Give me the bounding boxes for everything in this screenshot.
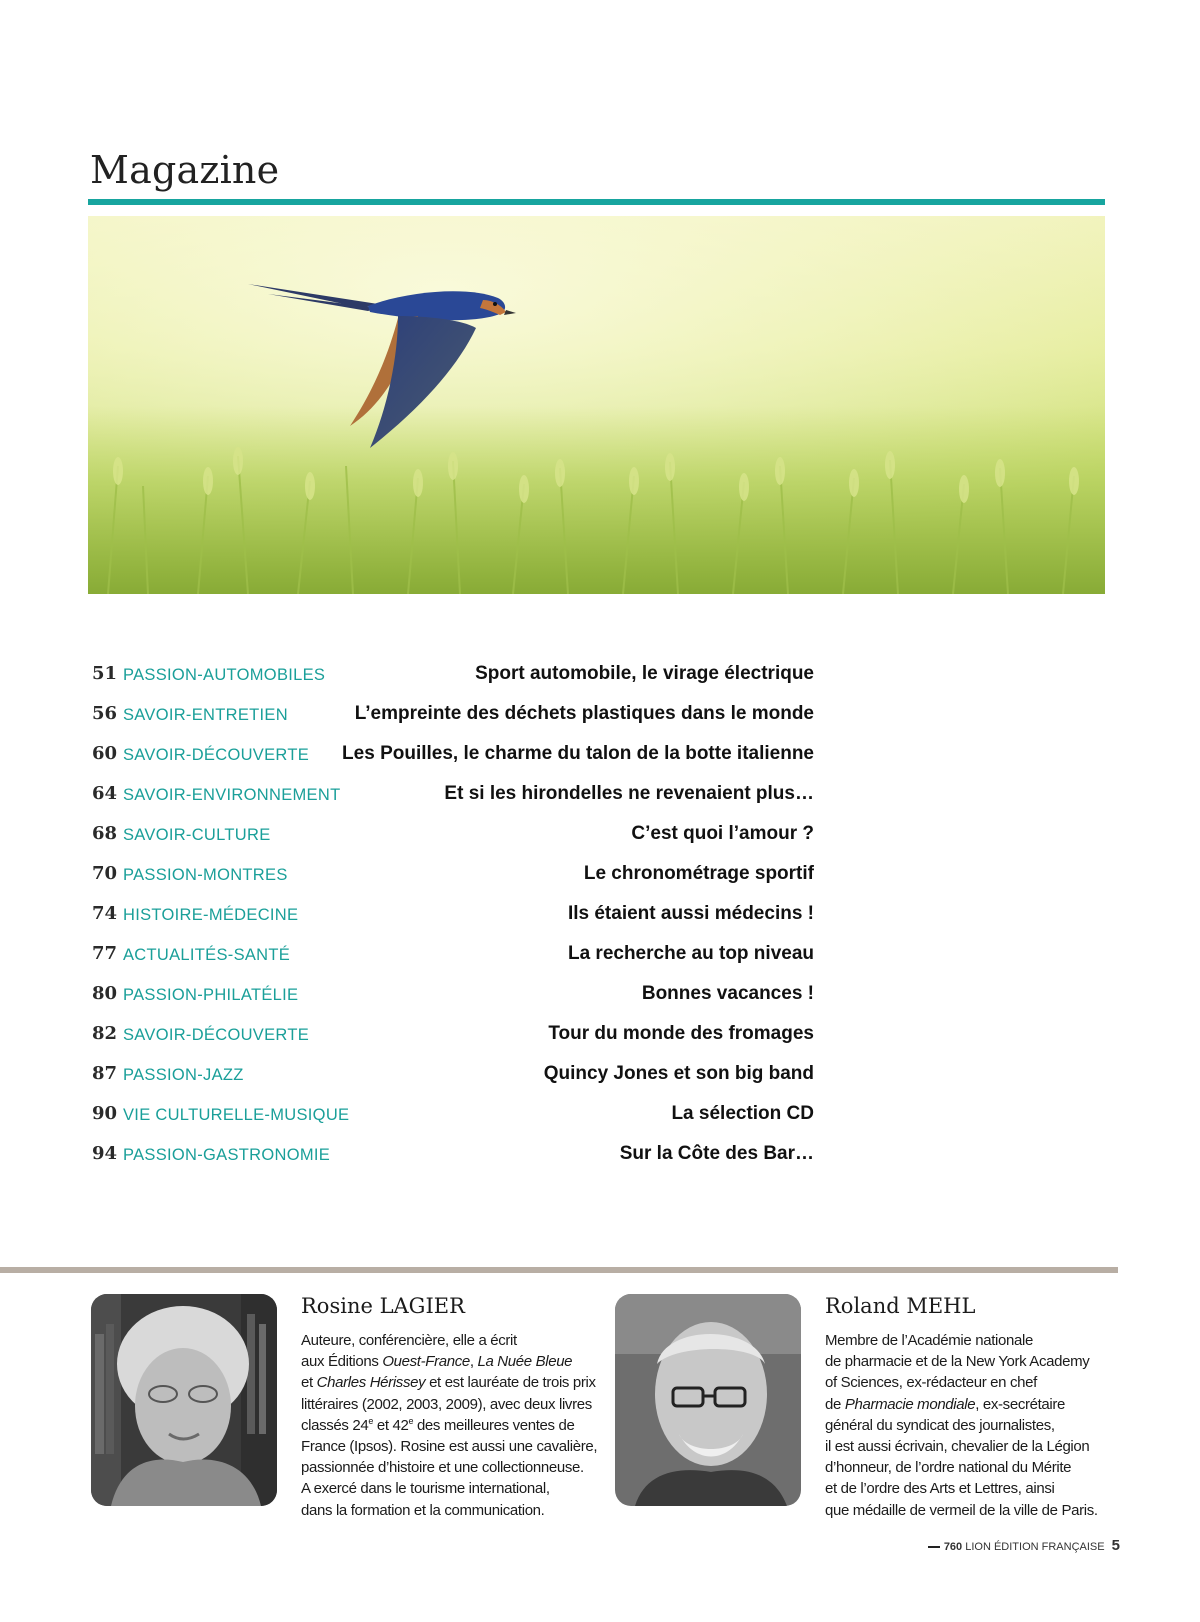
toc-item[interactable] xyxy=(92,862,814,902)
publication-name: LION ÉDITION FRANÇAISE xyxy=(965,1541,1105,1553)
bio-line: et de l’ordre des Arts et Lettres, ainsi xyxy=(825,1480,1055,1498)
toc-rubric: VIE CULTURELLE-MUSIQUE xyxy=(123,1106,350,1124)
contributor-card-roland-mehl xyxy=(615,1294,1135,1519)
toc-page-number: 90 xyxy=(92,1103,118,1124)
toc-item[interactable] xyxy=(92,662,814,702)
contributor-photo xyxy=(91,1294,277,1506)
toc-item[interactable] xyxy=(92,1102,814,1142)
contributor-bio xyxy=(825,1330,1125,1521)
bio-line: Membre de l’Académie nationale xyxy=(825,1332,1033,1349)
bio-line: et Charles Hérissey et est lauréate de trois prix xyxy=(301,1374,596,1392)
hero-image xyxy=(88,216,1105,594)
contributor-card-rosine-lagier xyxy=(91,1294,611,1519)
portrait-man-illustration xyxy=(615,1294,801,1506)
contributor-photo xyxy=(615,1294,801,1506)
contributors-rule xyxy=(0,1267,1118,1273)
toc-article-title: Quincy Jones et son big band xyxy=(543,1063,814,1084)
page-footer xyxy=(928,1537,1120,1554)
toc-article-title: Ils étaient aussi médecins ! xyxy=(567,903,814,924)
bio-line: A exercé dans le tourisme international, xyxy=(301,1480,550,1498)
bio-line: classés 24e et 42e des meilleures ventes de xyxy=(301,1415,575,1434)
toc-rubric: PASSION-AUTOMOBILES xyxy=(123,666,326,684)
toc-rubric: SAVOIR-DÉCOUVERTE xyxy=(123,746,310,764)
contributor-name: Roland MEHL xyxy=(825,1294,976,1318)
toc-article-title: Sport automobile, le virage électrique xyxy=(475,663,814,684)
title-rule xyxy=(88,199,1105,205)
page-number: 5 xyxy=(1111,1537,1120,1554)
toc-rubric: SAVOIR-CULTURE xyxy=(123,826,271,844)
bio-line: Auteure, conférencière, elle a écrit xyxy=(301,1332,517,1349)
toc-article-title: Le chronométrage sportif xyxy=(583,863,814,884)
footer-dash xyxy=(928,1546,940,1548)
toc-item[interactable] xyxy=(92,782,814,822)
contributor-bio xyxy=(301,1330,601,1521)
bio-line: passionnée d’histoire et une collectionneuse. xyxy=(301,1459,584,1477)
toc-rubric: SAVOIR-DÉCOUVERTE xyxy=(123,1026,310,1044)
toc-item[interactable] xyxy=(92,942,814,982)
toc-page-number: 74 xyxy=(92,903,118,924)
toc-rubric: HISTOIRE-MÉDECINE xyxy=(123,906,299,924)
toc-page-number: 56 xyxy=(92,703,118,724)
toc-article-title: Et si les hirondelles ne revenaient plus… xyxy=(444,783,814,804)
toc-rubric: PASSION-JAZZ xyxy=(123,1066,244,1084)
toc-page-number: 87 xyxy=(92,1063,118,1084)
toc-page-number: 70 xyxy=(92,863,118,884)
bio-line: que médaille de vermeil de la ville de Paris. xyxy=(825,1501,1098,1519)
bio-line: littéraires (2002, 2003, 2009), avec deux livres xyxy=(301,1395,592,1413)
toc-page-number: 94 xyxy=(92,1143,118,1164)
bio-line: France (Ipsos). Rosine est aussi une cavalière, xyxy=(301,1438,598,1456)
toc-article-title: La recherche au top niveau xyxy=(567,943,814,964)
toc-rubric: PASSION-PHILATÉLIE xyxy=(123,986,299,1004)
bio-line: aux Éditions Ouest-France, La Nuée Bleue xyxy=(301,1353,573,1371)
toc-rubric: ACTUALITÉS-SANTÉ xyxy=(123,946,291,964)
issue-number: 760 xyxy=(943,1541,963,1553)
toc-page-number: 82 xyxy=(92,1023,118,1044)
toc-item[interactable] xyxy=(92,902,814,942)
toc-page-number: 64 xyxy=(92,783,118,804)
toc-item[interactable] xyxy=(92,822,814,862)
toc-item[interactable] xyxy=(92,982,814,1022)
bio-line: général du syndicat des journalistes, xyxy=(825,1416,1055,1434)
toc-rubric: PASSION-GASTRONOMIE xyxy=(123,1146,331,1164)
toc-article-title: C’est quoi l’amour ? xyxy=(631,823,814,844)
toc-page-number: 60 xyxy=(92,743,118,764)
toc-rubric: PASSION-MONTRES xyxy=(123,866,288,884)
toc-item[interactable] xyxy=(92,742,814,782)
bio-line: d’honneur, de l’ordre national du Mérite xyxy=(825,1459,1072,1477)
table-of-contents xyxy=(92,662,814,1182)
bio-line: de pharmacie et de la New York Academy xyxy=(825,1353,1090,1371)
portrait-woman-illustration xyxy=(91,1294,277,1506)
toc-item[interactable] xyxy=(92,1022,814,1062)
swallow-over-wheat-illustration xyxy=(88,216,1105,594)
toc-item[interactable] xyxy=(92,702,814,742)
toc-article-title: L’empreinte des déchets plastiques dans le monde xyxy=(354,703,814,724)
toc-rubric: SAVOIR-ENVIRONNEMENT xyxy=(123,786,341,804)
section-title: Magazine xyxy=(90,148,280,192)
bio-line: of Sciences, ex-rédacteur en chef xyxy=(825,1374,1037,1392)
toc-page-number: 80 xyxy=(92,983,118,1004)
bio-line: dans la formation et la communication. xyxy=(301,1501,545,1519)
toc-page-number: 68 xyxy=(92,823,118,844)
bio-line: il est aussi écrivain, chevalier de la Légion xyxy=(825,1438,1090,1456)
toc-page-number: 51 xyxy=(92,663,118,684)
toc-rubric: SAVOIR-ENTRETIEN xyxy=(123,706,288,724)
toc-article-title: Sur la Côte des Bar… xyxy=(619,1143,814,1164)
contributor-name: Rosine LAGIER xyxy=(301,1294,465,1318)
toc-article-title: Bonnes vacances ! xyxy=(641,983,814,1004)
toc-item[interactable] xyxy=(92,1062,814,1102)
toc-item[interactable] xyxy=(92,1142,814,1182)
toc-article-title: Les Pouilles, le charme du talon de la botte italienne xyxy=(342,743,814,764)
toc-page-number: 77 xyxy=(92,943,118,964)
toc-article-title: Tour du monde des fromages xyxy=(548,1023,814,1044)
toc-article-title: La sélection CD xyxy=(671,1103,814,1124)
bio-line: de Pharmacie mondiale, ex-secrétaire xyxy=(825,1395,1066,1413)
